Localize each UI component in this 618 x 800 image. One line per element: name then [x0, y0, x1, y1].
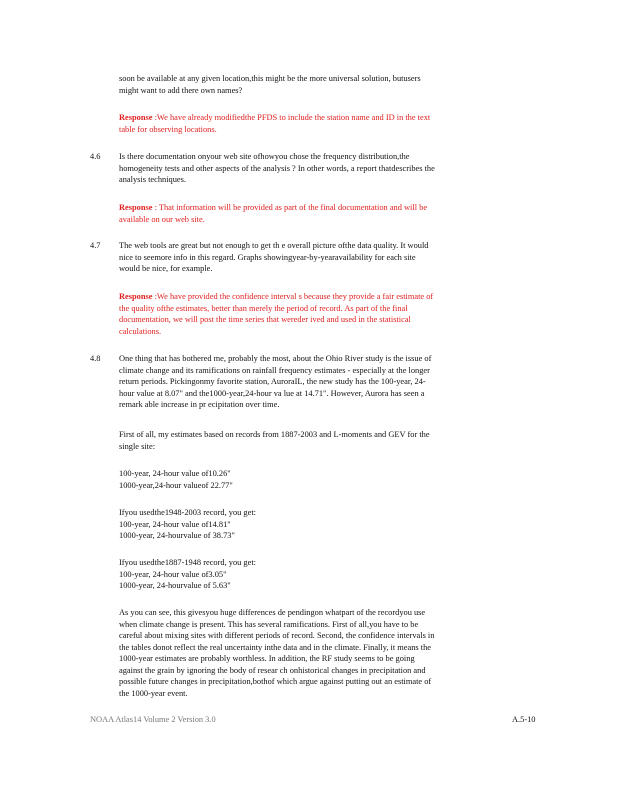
text-line: Ifyou usedthe1887-1948 record, you get:: [119, 558, 256, 567]
estimate-block-2: [119, 507, 537, 542]
text-line: As you can see, this givesyou huge differences de pendingon whatpart of the recordyou use: [119, 608, 426, 617]
text-line: would be nice, for example.: [119, 264, 213, 273]
text-line: 1000-year, 24-hourvalue of 38.73": [119, 531, 235, 540]
text-line: soon be available at any given location,this might be the more universal solution, butusers: [119, 74, 421, 83]
response-1: [119, 112, 537, 135]
response-label: Response: [119, 292, 153, 301]
text-line: 1000-year, 24-hourvalue of 5.63": [119, 581, 231, 590]
text-line: documentation, we will post the time series that wereder ived and used in the statistical: [119, 315, 411, 324]
text-line: : That information will be provided as part of the final documentation and will be: [154, 203, 428, 212]
estimate-block-1: [119, 468, 537, 491]
text-line: Ifyou usedthe1948-2003 record, you get:: [119, 508, 256, 517]
text-line: First of all, my estimates based on records from 1887-2003 and L-moments and GEV for the: [119, 430, 430, 439]
text-line: climate change and its ramifications on rainfall frequency estimates - especially at the longer: [119, 365, 430, 375]
text-line: hour value at 8.07" and the1000-year,24-hour va lue at 14.71". However, Aurora has seen a: [119, 388, 425, 398]
item-4-6-text: [119, 151, 537, 186]
text-line: when climate change is present. This has several ramifications. First of all,you have to be: [119, 619, 419, 629]
continuation-paragraph: [119, 73, 537, 96]
item-number: 4.8: [90, 354, 101, 363]
item-4-8-text: [119, 353, 537, 411]
text-line: 100-year, 24-hour value of14.81": [119, 519, 231, 529]
item-4-8-para2: [119, 429, 537, 452]
text-line: table for observing locations.: [119, 124, 217, 134]
text-line: analysis techniques.: [119, 175, 186, 184]
item-number: 4.7: [90, 241, 101, 250]
text-line: the quality ofthe estimates, better than merely the period of record. As part of the final: [119, 303, 408, 313]
text-line: return periods. Pickingonmy favorite station, AuroraIL, the new study has the 100-year, 24-: [119, 377, 426, 386]
text-line: single site:: [119, 441, 156, 451]
text-line: 100-year, 24-hour value of3.05": [119, 569, 227, 579]
text-line: 1000-year estimates are probably worthless. In addition, the RF study seems to be going: [119, 654, 415, 663]
response-3: [119, 291, 537, 337]
response-label: Response: [119, 203, 153, 212]
text-line: Is there documentation onyour web site ofhowyou chose the frequency distribution,the: [119, 152, 410, 161]
text-line: remark able increase in pr ecipitation over time.: [119, 400, 280, 409]
text-line: calculations.: [119, 326, 162, 336]
footer-title: NOAA Atlas14 Volume 2 Version 3.0: [90, 715, 216, 724]
text-line: might want to add there own names?: [119, 85, 243, 95]
text-line: available on our web site.: [119, 214, 205, 224]
text-line: 1000-year,24-hour valueof 22.77": [119, 480, 233, 490]
text-line: nice to seemore info in this regard. Graphs showingyear-by-yearavailability for each site: [119, 252, 416, 262]
item-4-8-para3: [119, 607, 537, 699]
page-number: A.5-10: [512, 715, 536, 724]
text-line: The web tools are great but not enough to get th e overall picture ofthe data quality. It would: [119, 241, 429, 250]
text-line: the tables donot reflect the real uncertainty inthe data and in the climate. Finally, it means the: [119, 642, 432, 652]
response-2: [119, 202, 537, 225]
text-line: homogeneity tests and other aspects of the analysis ? In other words, a report thatdescribes the: [119, 163, 435, 173]
text-line: the 1000-year event.: [119, 688, 188, 698]
text-line: One thing that has bothered me, probably the most, about the Ohio River study is the issue of: [119, 354, 432, 363]
text-line: :We have provided the confidence interval s because they provide a fair estimate of: [154, 292, 434, 301]
text-line: :We have already modifiedthe PFDS to include the station name and ID in the text: [154, 113, 431, 122]
item-number: 4.6: [90, 152, 101, 161]
response-label: Response: [119, 113, 153, 122]
estimate-block-3: [119, 557, 537, 592]
item-4-7-text: [119, 240, 537, 275]
text-line: possible future changes in precipitation,bothof which argue against putting out an estimate of: [119, 677, 432, 686]
text-line: careful about mixing sites with different periods of record. Second, the confidence intervals in: [119, 631, 435, 640]
text-line: against the grain by ignoring the body of resear ch onhistorical changes in precipitation and: [119, 665, 426, 675]
text-line: 100-year, 24-hour value of10.26": [119, 469, 231, 478]
